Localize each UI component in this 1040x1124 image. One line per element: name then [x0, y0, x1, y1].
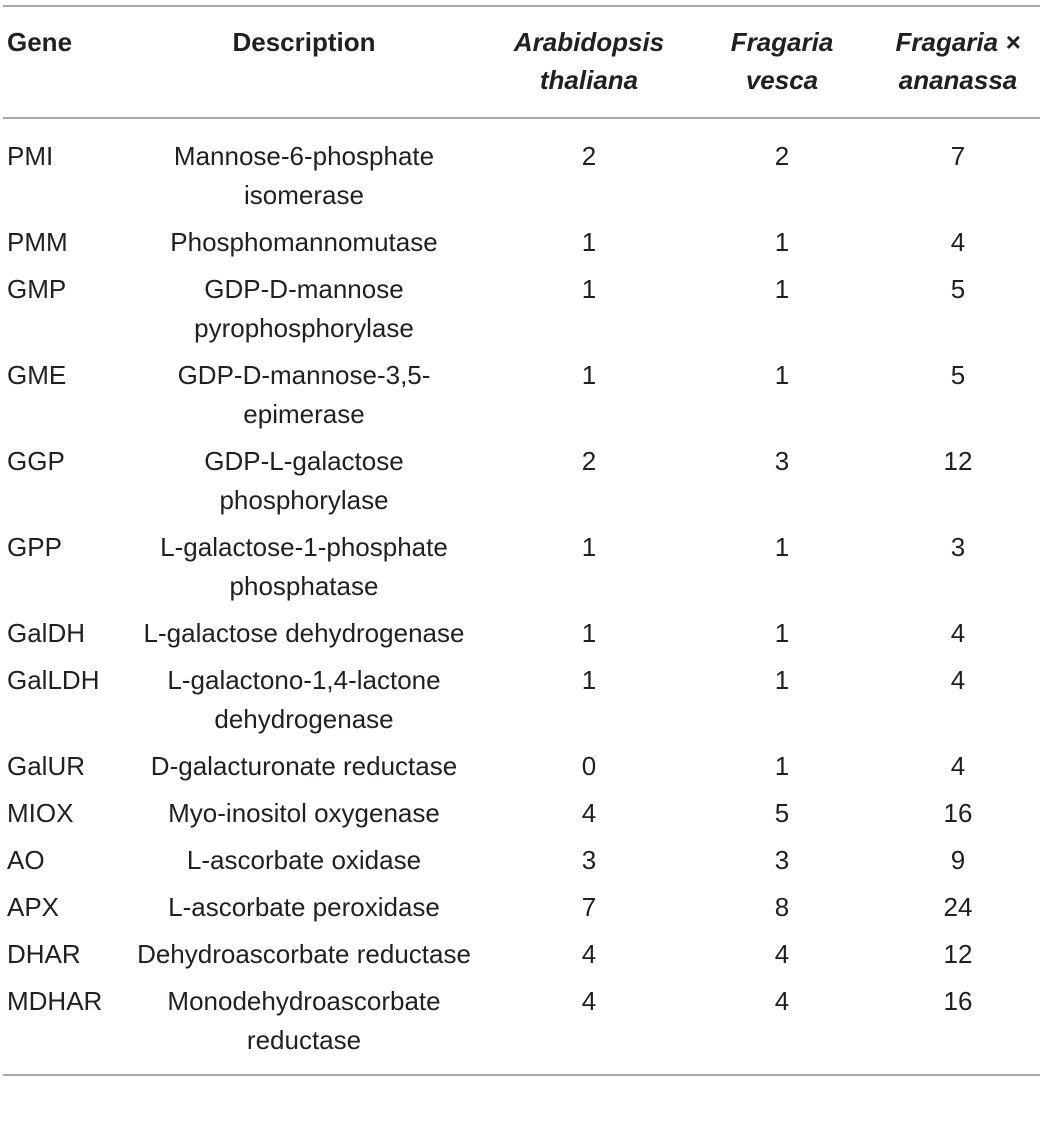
cell-fragaria-vesca: 2: [774, 141, 790, 171]
table-row: [3, 438, 1040, 524]
cell-fragaria-vesca: 8: [774, 892, 790, 922]
cell-fragaria-ananassa: 24: [943, 892, 973, 922]
gene-copy-number-table: [3, 5, 1040, 1076]
cell-fragaria-vesca: 1: [774, 751, 790, 781]
cell-description: L-galactono-1,4-lactone dehydrogenase: [167, 665, 441, 734]
cell-gene: GME: [7, 360, 67, 390]
cell-fragaria-vesca: 1: [774, 274, 790, 304]
cell-fragaria-ananassa: 3: [950, 532, 966, 562]
cell-arabidopsis: 3: [581, 845, 597, 875]
table-header: [3, 6, 1040, 118]
cell-gene: PMM: [7, 227, 68, 257]
cell-gene: AO: [7, 845, 45, 875]
header-arabidopsis: [489, 6, 689, 118]
cell-description: L-ascorbate peroxidase: [168, 892, 440, 922]
header-fragaria-vesca-label: Fragaria vesca: [730, 27, 834, 95]
header-gene: Gene: [7, 27, 73, 57]
cell-arabidopsis: 1: [581, 618, 597, 648]
cell-description: GDP-D-mannose-3,5-epimerase: [177, 360, 431, 429]
cell-arabidopsis: 1: [581, 532, 597, 562]
header-description: Description: [232, 27, 376, 57]
cell-fragaria-vesca: 4: [774, 939, 790, 969]
cell-gene: MDHAR: [7, 986, 103, 1016]
cell-description: Myo-inositol oxygenase: [168, 798, 440, 828]
header-fragaria-ananassa: [875, 6, 1040, 118]
cell-fragaria-ananassa: 9: [950, 845, 966, 875]
cell-gene: GalDH: [7, 618, 86, 648]
cell-fragaria-ananassa: 16: [943, 798, 973, 828]
table-body: [3, 118, 1040, 1075]
table-row: [3, 743, 1040, 790]
cell-fragaria-vesca: 5: [774, 798, 790, 828]
cell-fragaria-vesca: 3: [774, 446, 790, 476]
cell-description: L-ascorbate oxidase: [186, 845, 422, 875]
cell-fragaria-ananassa: 16: [943, 986, 973, 1016]
cell-description: L-galactose dehydrogenase: [143, 618, 465, 648]
cell-fragaria-vesca: 1: [774, 532, 790, 562]
cell-description: L-galactose-1-phosphate phosphatase: [160, 532, 448, 601]
cell-description: Phosphomannomutase: [170, 227, 438, 257]
cell-gene: GalLDH: [7, 665, 100, 695]
cell-arabidopsis: 1: [581, 274, 597, 304]
cell-fragaria-vesca: 3: [774, 845, 790, 875]
cell-fragaria-vesca: 1: [774, 618, 790, 648]
cell-arabidopsis: 1: [581, 360, 597, 390]
cell-fragaria-ananassa: 4: [950, 227, 966, 257]
cell-gene: GMP: [7, 274, 67, 304]
table-row: [3, 790, 1040, 837]
header-row: [3, 6, 1040, 118]
cell-fragaria-ananassa: 12: [943, 939, 973, 969]
cell-arabidopsis: 0: [581, 751, 597, 781]
cell-fragaria-ananassa: 5: [950, 360, 966, 390]
cell-fragaria-ananassa: 5: [950, 274, 966, 304]
cell-description: Monodehydroascorbate reductase: [167, 986, 441, 1055]
cell-gene: DHAR: [7, 939, 81, 969]
cell-fragaria-ananassa: 12: [943, 446, 973, 476]
cell-fragaria-vesca: 1: [774, 227, 790, 257]
table-row: [3, 118, 1040, 219]
cell-fragaria-vesca: 4: [774, 986, 790, 1016]
cell-description: Mannose-6-phosphate isomerase: [173, 141, 435, 210]
cell-fragaria-ananassa: 4: [950, 618, 966, 648]
header-fragaria-vesca: [689, 6, 875, 118]
cell-description: Dehydroascorbate reductase: [137, 939, 471, 969]
table-row: [3, 657, 1040, 743]
cell-description: GDP-L-galactose phosphorylase: [204, 446, 404, 515]
cell-arabidopsis: 2: [581, 141, 597, 171]
cell-arabidopsis: 4: [581, 798, 597, 828]
cell-fragaria-ananassa: 4: [950, 665, 966, 695]
cell-arabidopsis: 4: [581, 939, 597, 969]
cell-gene: GGP: [7, 446, 65, 476]
cell-arabidopsis: 1: [581, 665, 597, 695]
cell-arabidopsis: 4: [581, 986, 597, 1016]
table-row: [3, 837, 1040, 884]
cell-gene: PMI: [7, 141, 54, 171]
table-row: [3, 931, 1040, 978]
table-row: [3, 978, 1040, 1075]
cell-description: D-galacturonate reductase: [150, 751, 458, 781]
table-row: [3, 219, 1040, 266]
table-row: [3, 524, 1040, 610]
cell-fragaria-ananassa: 4: [950, 751, 966, 781]
table-row: [3, 266, 1040, 352]
cell-fragaria-vesca: 1: [774, 360, 790, 390]
cell-arabidopsis: 1: [581, 227, 597, 257]
cell-gene: GalUR: [7, 751, 86, 781]
cell-fragaria-ananassa: 7: [950, 141, 966, 171]
cell-arabidopsis: 7: [581, 892, 597, 922]
table-row: [3, 884, 1040, 931]
header-fragaria-ananassa-label: Fragaria × ananassa: [895, 27, 1021, 95]
cell-arabidopsis: 2: [581, 446, 597, 476]
table-row: [3, 610, 1040, 657]
cell-gene: GPP: [7, 532, 62, 562]
cell-fragaria-vesca: 1: [774, 665, 790, 695]
cell-description: GDP-D-mannose pyrophosphorylase: [194, 274, 414, 343]
cell-gene: MIOX: [7, 798, 74, 828]
table-row: [3, 352, 1040, 438]
header-arabidopsis-label: Arabidopsis thaliana: [513, 27, 665, 95]
cell-gene: APX: [7, 892, 60, 922]
